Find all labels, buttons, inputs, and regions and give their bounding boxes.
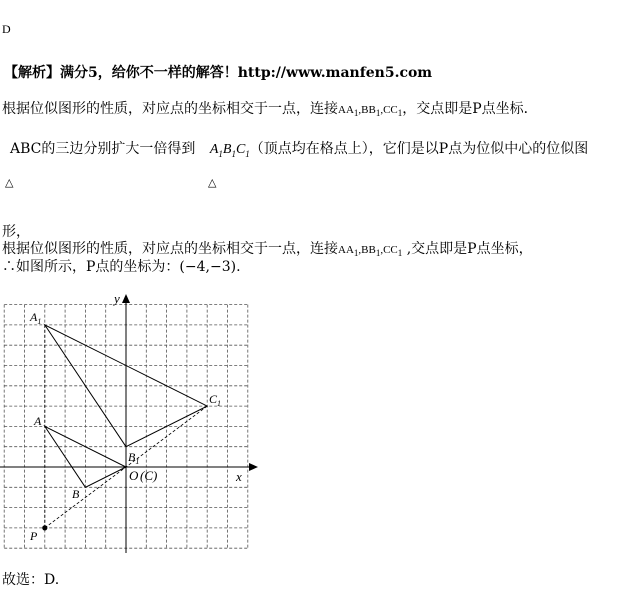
label-a1: $A_1$ <box>30 310 42 326</box>
triangle-mark-right: △ <box>208 176 217 189</box>
y-axis-label: y <box>114 291 120 306</box>
analysis-paragraph-4: 根据位似图形的性质，对应点的坐标相交于一点，连接$AA_1,BB_1,CC_1$ ,交点即是P点坐标， <box>2 241 533 259</box>
analysis-paragraph-1 <box>2 98 538 118</box>
answer-label: D <box>2 22 11 36</box>
label-o: O <box>129 468 139 483</box>
point-labels <box>29 291 242 543</box>
label-c1: $C_1$ <box>209 392 222 408</box>
x-axis-label: x <box>236 469 242 484</box>
label-p: P <box>30 529 38 543</box>
analysis-paragraph-2 <box>10 138 588 159</box>
para1-segments: $AA_1,BB_1,CC_1$ <box>338 104 403 119</box>
coordinate-figure <box>0 288 280 553</box>
para2-a: ABC的三边分别扩大一倍得到 <box>10 141 196 157</box>
para4-text: 根据位似图形的性质，对应点的坐标相交于一点，连接 <box>2 241 338 257</box>
label-b: B <box>72 487 80 501</box>
label-a: A <box>34 414 42 428</box>
triangles <box>42 325 207 531</box>
triangle-mark-left: △ <box>5 176 14 189</box>
label-c: (C) <box>140 468 158 483</box>
analysis-heading: 【解析】满分5，给你不一样的解答！http://www.manfen5.com <box>4 65 433 81</box>
x-axis-arrow <box>249 463 258 471</box>
label-b1: $B_1$ <box>128 450 140 466</box>
para4-segments: $AA_1,BB_1,CC_1$ <box>338 244 403 259</box>
analysis-paragraph-5: ∴如图所示，P点的坐标为：(−4,−3). <box>2 259 241 275</box>
triangle-a1b1c1-formula: $A_1B_1C_1$ <box>209 142 250 159</box>
para4-tail: 交点即是P点坐标， <box>411 241 533 257</box>
analysis-paragraph-3: 形， <box>2 224 30 240</box>
point-p-dot <box>42 525 47 530</box>
conclusion: 故选：D. <box>2 572 60 588</box>
y-axis-arrow <box>122 294 130 303</box>
para1-text: 根据位似图形的性质，对应点的坐标相交于一点，连接 <box>2 101 338 117</box>
para2-b: （顶点均在格点上），它们是以P点为位似中心的位似图 <box>249 141 589 157</box>
para1-tail: ，交点即是P点坐标． <box>402 101 538 117</box>
